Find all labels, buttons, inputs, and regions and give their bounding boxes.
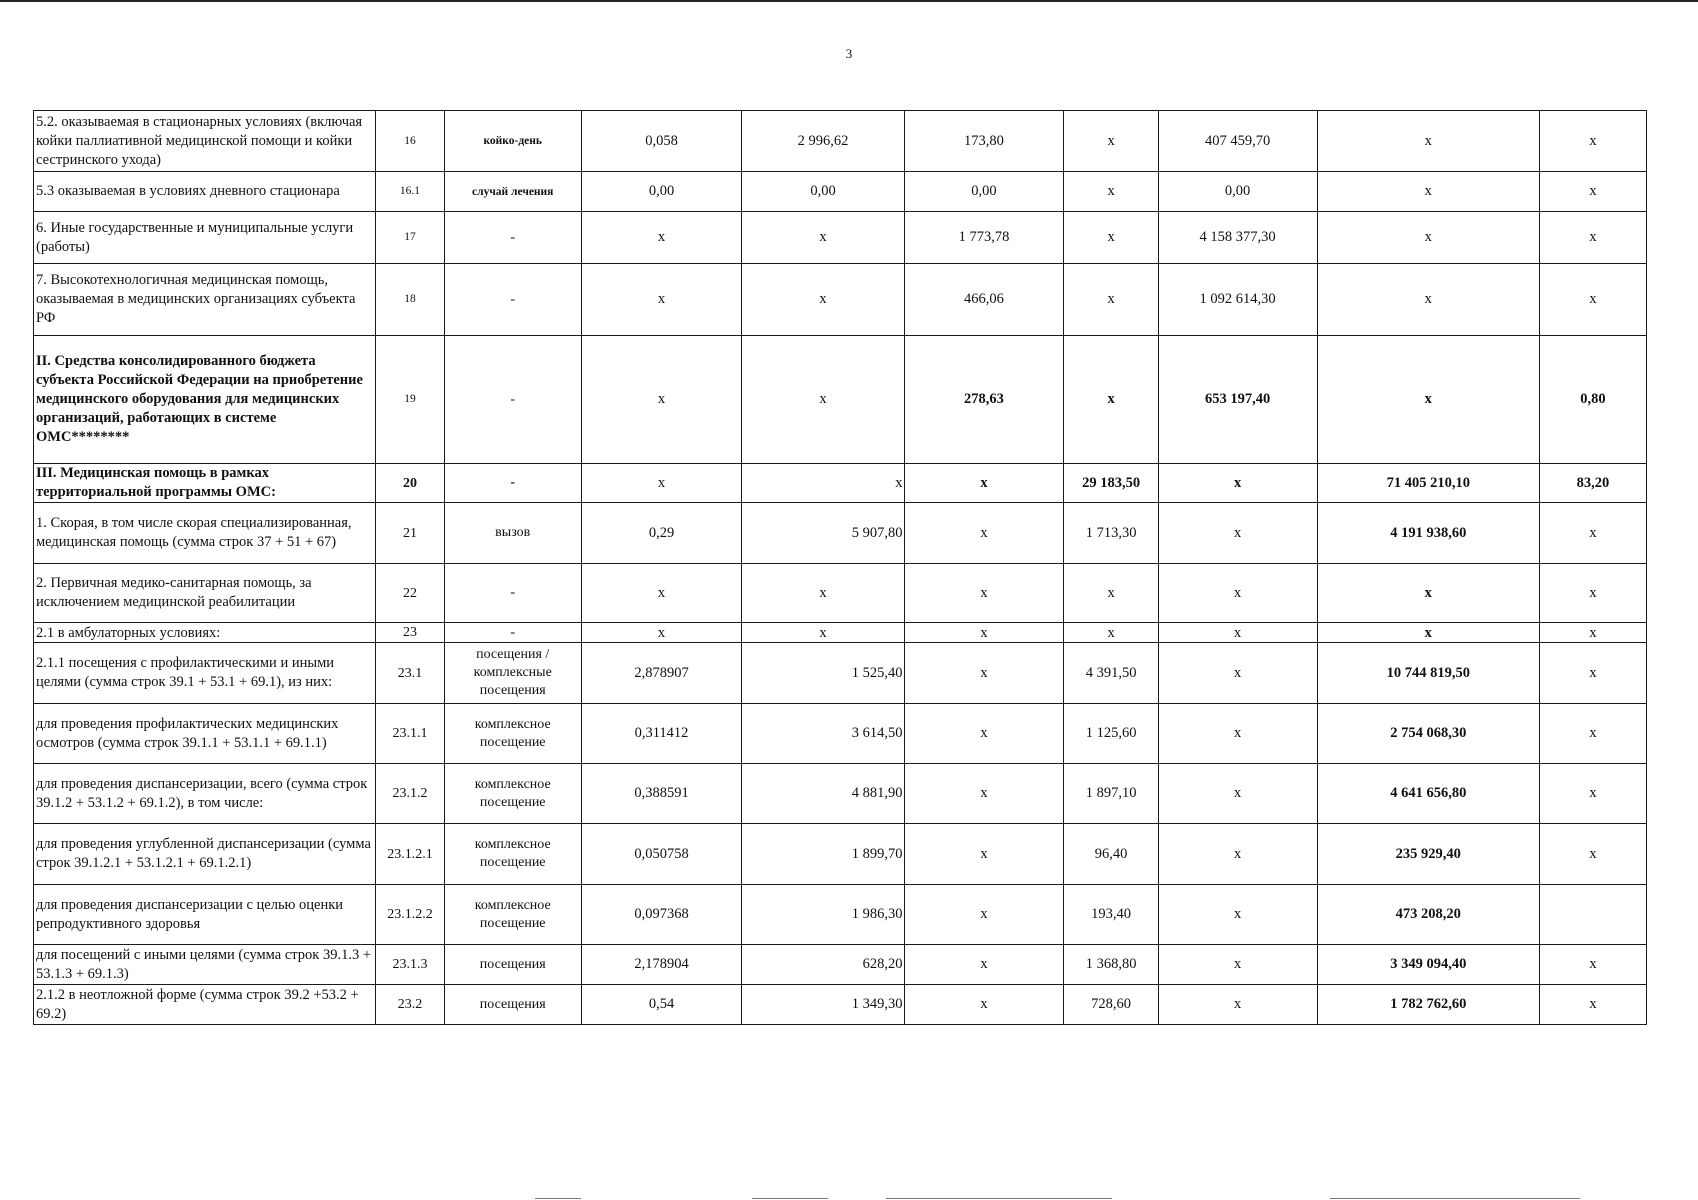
cell-col7: 193,40 xyxy=(1064,885,1158,945)
cell-col4: 0,29 xyxy=(581,503,742,564)
cell-col8: х xyxy=(1158,885,1317,945)
cell-col10: х xyxy=(1539,564,1646,623)
row-name: III. Медицинская помощь в рамках территориальной программы ОМС: xyxy=(34,464,376,503)
row-code: 23.1 xyxy=(376,643,445,704)
cell-col4: 0,54 xyxy=(581,985,742,1025)
table-row xyxy=(34,885,1647,945)
cell-col10: х xyxy=(1539,172,1646,212)
cell-col6: 173,80 xyxy=(904,111,1064,172)
cell-col10: х xyxy=(1539,824,1646,885)
table-row xyxy=(34,336,1647,464)
cell-col8: 0,00 xyxy=(1158,172,1317,212)
row-unit: - xyxy=(444,264,581,336)
cell-col7: х xyxy=(1064,212,1158,264)
row-unit: посещения xyxy=(444,985,581,1025)
cell-col5: 2 996,62 xyxy=(742,111,904,172)
cell-col5: х xyxy=(742,464,904,503)
row-code: 23.1.3 xyxy=(376,945,445,985)
cell-col6: 278,63 xyxy=(904,336,1064,464)
cell-col5: 1 899,70 xyxy=(742,824,904,885)
table-row xyxy=(34,945,1647,985)
cell-col4: х xyxy=(581,464,742,503)
row-name: для проведения диспансеризации, всего (сумма строк 39.1.2 + 53.1.2 + 69.1.2), в том числе: xyxy=(34,764,376,824)
cell-col7: 1 368,80 xyxy=(1064,945,1158,985)
row-unit: посещения xyxy=(444,945,581,985)
cell-col4: х xyxy=(581,564,742,623)
cell-col4: 0,00 xyxy=(581,172,742,212)
cell-col4: х xyxy=(581,623,742,643)
row-unit: - xyxy=(444,623,581,643)
row-code: 16 xyxy=(376,111,445,172)
cell-col7: х xyxy=(1064,264,1158,336)
cell-col4: 0,050758 xyxy=(581,824,742,885)
cell-col4: 0,097368 xyxy=(581,885,742,945)
row-code: 23.2 xyxy=(376,985,445,1025)
cell-col5: х xyxy=(742,336,904,464)
cell-col9: 235 929,40 xyxy=(1317,824,1539,885)
row-unit: случай лечения xyxy=(444,172,581,212)
cell-col8: х xyxy=(1158,564,1317,623)
row-unit: - xyxy=(444,564,581,623)
cell-col7: 1 125,60 xyxy=(1064,704,1158,764)
page-number: 3 xyxy=(845,46,853,61)
cell-col5: 3 614,50 xyxy=(742,704,904,764)
cell-col9: 473 208,20 xyxy=(1317,885,1539,945)
row-name: 2.1.2 в неотложной форме (сумма строк 39.2 +53.2 + 69.2) xyxy=(34,985,376,1025)
cell-col5: 628,20 xyxy=(742,945,904,985)
cell-col5: х xyxy=(742,564,904,623)
cell-col5: 5 907,80 xyxy=(742,503,904,564)
cell-col9: 2 754 068,30 xyxy=(1317,704,1539,764)
cell-col8: х xyxy=(1158,704,1317,764)
row-code: 23.1.2 xyxy=(376,764,445,824)
cell-col6: 0,00 xyxy=(904,172,1064,212)
cell-col4: 2,178904 xyxy=(581,945,742,985)
table-row xyxy=(34,623,1647,643)
cell-col8: х xyxy=(1158,764,1317,824)
row-name: для проведения диспансеризации с целью оценки репродуктивного здоровья xyxy=(34,885,376,945)
cell-col6: 466,06 xyxy=(904,264,1064,336)
row-code: 23.1.2.1 xyxy=(376,824,445,885)
cell-col8: х xyxy=(1158,824,1317,885)
row-unit: - xyxy=(444,212,581,264)
cell-col4: х xyxy=(581,212,742,264)
row-unit: вызов xyxy=(444,503,581,564)
table-row xyxy=(34,212,1647,264)
row-code: 23 xyxy=(376,623,445,643)
cell-col5: 1 986,30 xyxy=(742,885,904,945)
table-row xyxy=(34,764,1647,824)
cell-col9: 4 191 938,60 xyxy=(1317,503,1539,564)
row-code: 23.1.1 xyxy=(376,704,445,764)
cell-col8: 4 158 377,30 xyxy=(1158,212,1317,264)
cell-col9: х xyxy=(1317,172,1539,212)
cell-col9: 71 405 210,10 xyxy=(1317,464,1539,503)
cell-col6: х xyxy=(904,564,1064,623)
cell-col6: х xyxy=(904,764,1064,824)
row-code: 19 xyxy=(376,336,445,464)
cell-col10: х xyxy=(1539,623,1646,643)
row-unit: комплексное посещение xyxy=(444,885,581,945)
cell-col7: 728,60 xyxy=(1064,985,1158,1025)
cell-col9: х xyxy=(1317,111,1539,172)
row-name: II. Средства консолидированного бюджета субъекта Российской Федерации на приобретение медицинского оборудования для медицинских организаций, работающих в системе ОМС******** xyxy=(34,336,376,464)
row-name: 5.3 оказываемая в условиях дневного стационара xyxy=(34,172,376,212)
cell-col10: х xyxy=(1539,111,1646,172)
cell-col4: х xyxy=(581,336,742,464)
cell-col7: 1 713,30 xyxy=(1064,503,1158,564)
row-code: 18 xyxy=(376,264,445,336)
cell-col7: 96,40 xyxy=(1064,824,1158,885)
row-name: для проведения углубленной диспансеризации (сумма строк 39.1.2.1 + 53.1.2.1 + 69.1.2.1) xyxy=(34,824,376,885)
cell-col8: х xyxy=(1158,503,1317,564)
cell-col8: х xyxy=(1158,643,1317,704)
cell-col10: х xyxy=(1539,503,1646,564)
table-row xyxy=(34,643,1647,704)
cell-col8: х xyxy=(1158,985,1317,1025)
cell-col9: 3 349 094,40 xyxy=(1317,945,1539,985)
scan-artifact-line xyxy=(886,1198,1112,1199)
row-code: 21 xyxy=(376,503,445,564)
table-row xyxy=(34,985,1647,1025)
cell-col6: х xyxy=(904,985,1064,1025)
row-unit: койко-день xyxy=(444,111,581,172)
row-name: для проведения профилактических медицинских осмотров (сумма строк 39.1.1 + 53.1.1 + 69.1.1) xyxy=(34,704,376,764)
top-border-line xyxy=(0,0,1698,2)
table-row xyxy=(34,111,1647,172)
cell-col8: х xyxy=(1158,464,1317,503)
cell-col9: х xyxy=(1317,564,1539,623)
row-unit: комплексное посещение xyxy=(444,704,581,764)
cell-col7: х xyxy=(1064,564,1158,623)
cell-col10: х xyxy=(1539,212,1646,264)
cell-col6: х xyxy=(904,885,1064,945)
cell-col9: х xyxy=(1317,336,1539,464)
cell-col10: х xyxy=(1539,945,1646,985)
cell-col4: 0,311412 xyxy=(581,704,742,764)
cell-col7: 29 183,50 xyxy=(1064,464,1158,503)
cell-col5: 0,00 xyxy=(742,172,904,212)
cell-col6: х xyxy=(904,945,1064,985)
cell-col8: х xyxy=(1158,623,1317,643)
cell-col7: х xyxy=(1064,336,1158,464)
cell-col10: х xyxy=(1539,985,1646,1025)
cell-col5: 4 881,90 xyxy=(742,764,904,824)
row-unit: комплексное посещение xyxy=(444,764,581,824)
table-row xyxy=(34,464,1647,503)
cell-col5: х xyxy=(742,623,904,643)
cell-col8: х xyxy=(1158,945,1317,985)
cell-col7: 1 897,10 xyxy=(1064,764,1158,824)
row-code: 17 xyxy=(376,212,445,264)
table-row xyxy=(34,704,1647,764)
row-name: 6. Иные государственные и муниципальные услуги (работы) xyxy=(34,212,376,264)
cell-col8: 653 197,40 xyxy=(1158,336,1317,464)
row-name: 2. Первичная медико-санитарная помощь, за исключением медицинской реабилитации xyxy=(34,564,376,623)
cell-col6: х xyxy=(904,464,1064,503)
scan-artifact-line xyxy=(535,1198,581,1199)
table-row xyxy=(34,264,1647,336)
cell-col7: 4 391,50 xyxy=(1064,643,1158,704)
cell-col4: 0,388591 xyxy=(581,764,742,824)
row-code: 23.1.2.2 xyxy=(376,885,445,945)
row-code: 22 xyxy=(376,564,445,623)
cell-col10: 83,20 xyxy=(1539,464,1646,503)
cell-col9: х xyxy=(1317,212,1539,264)
table-row xyxy=(34,824,1647,885)
cell-col9: 1 782 762,60 xyxy=(1317,985,1539,1025)
cell-col8: 407 459,70 xyxy=(1158,111,1317,172)
cell-col10: х xyxy=(1539,704,1646,764)
cell-col6: х xyxy=(904,503,1064,564)
table-row xyxy=(34,172,1647,212)
cell-col6: х xyxy=(904,824,1064,885)
cell-col6: х xyxy=(904,704,1064,764)
row-unit: - xyxy=(444,336,581,464)
row-unit: - xyxy=(444,464,581,503)
cell-col7: х xyxy=(1064,623,1158,643)
row-unit: посещения / комплексные посещения xyxy=(444,643,581,704)
row-code: 16.1 xyxy=(376,172,445,212)
cell-col5: 1 525,40 xyxy=(742,643,904,704)
cell-col9: 4 641 656,80 xyxy=(1317,764,1539,824)
cell-col10 xyxy=(1539,885,1646,945)
table-row xyxy=(34,503,1647,564)
cell-col10: 0,80 xyxy=(1539,336,1646,464)
row-name: 2.1 в амбулаторных условиях: xyxy=(34,623,376,643)
cell-col8: 1 092 614,30 xyxy=(1158,264,1317,336)
budget-table xyxy=(33,110,1647,1025)
cell-col7: х xyxy=(1064,111,1158,172)
cell-col10: х xyxy=(1539,264,1646,336)
row-name: 5.2. оказываемая в стационарных условиях (включая койки паллиативной медицинской помощи и койки сестринского ухода) xyxy=(34,111,376,172)
row-name: 2.1.1 посещения с профилактическими и иными целями (сумма строк 39.1 + 53.1 + 69.1), из них: xyxy=(34,643,376,704)
cell-col6: 1 773,78 xyxy=(904,212,1064,264)
cell-col9: х xyxy=(1317,623,1539,643)
cell-col7: х xyxy=(1064,172,1158,212)
cell-col4: 0,058 xyxy=(581,111,742,172)
row-name: 7. Высокотехнологичная медицинская помощь, оказываемая в медицинских организациях субъекта РФ xyxy=(34,264,376,336)
cell-col4: х xyxy=(581,264,742,336)
cell-col5: х xyxy=(742,264,904,336)
scan-artifact-line xyxy=(1330,1198,1580,1199)
cell-col5: 1 349,30 xyxy=(742,985,904,1025)
cell-col6: х xyxy=(904,623,1064,643)
scan-artifact-line xyxy=(752,1198,828,1199)
cell-col10: х xyxy=(1539,764,1646,824)
row-code: 20 xyxy=(376,464,445,503)
cell-col4: 2,878907 xyxy=(581,643,742,704)
table-row xyxy=(34,564,1647,623)
row-unit: комплексное посещение xyxy=(444,824,581,885)
cell-col9: х xyxy=(1317,264,1539,336)
cell-col10: х xyxy=(1539,643,1646,704)
row-name: 1. Скорая, в том числе скорая специализированная, медицинская помощь (сумма строк 37 + 51 + 67) xyxy=(34,503,376,564)
cell-col9: 10 744 819,50 xyxy=(1317,643,1539,704)
row-name: для посещений с иными целями (сумма строк 39.1.3 + 53.1.3 + 69.1.3) xyxy=(34,945,376,985)
cell-col6: х xyxy=(904,643,1064,704)
cell-col5: х xyxy=(742,212,904,264)
